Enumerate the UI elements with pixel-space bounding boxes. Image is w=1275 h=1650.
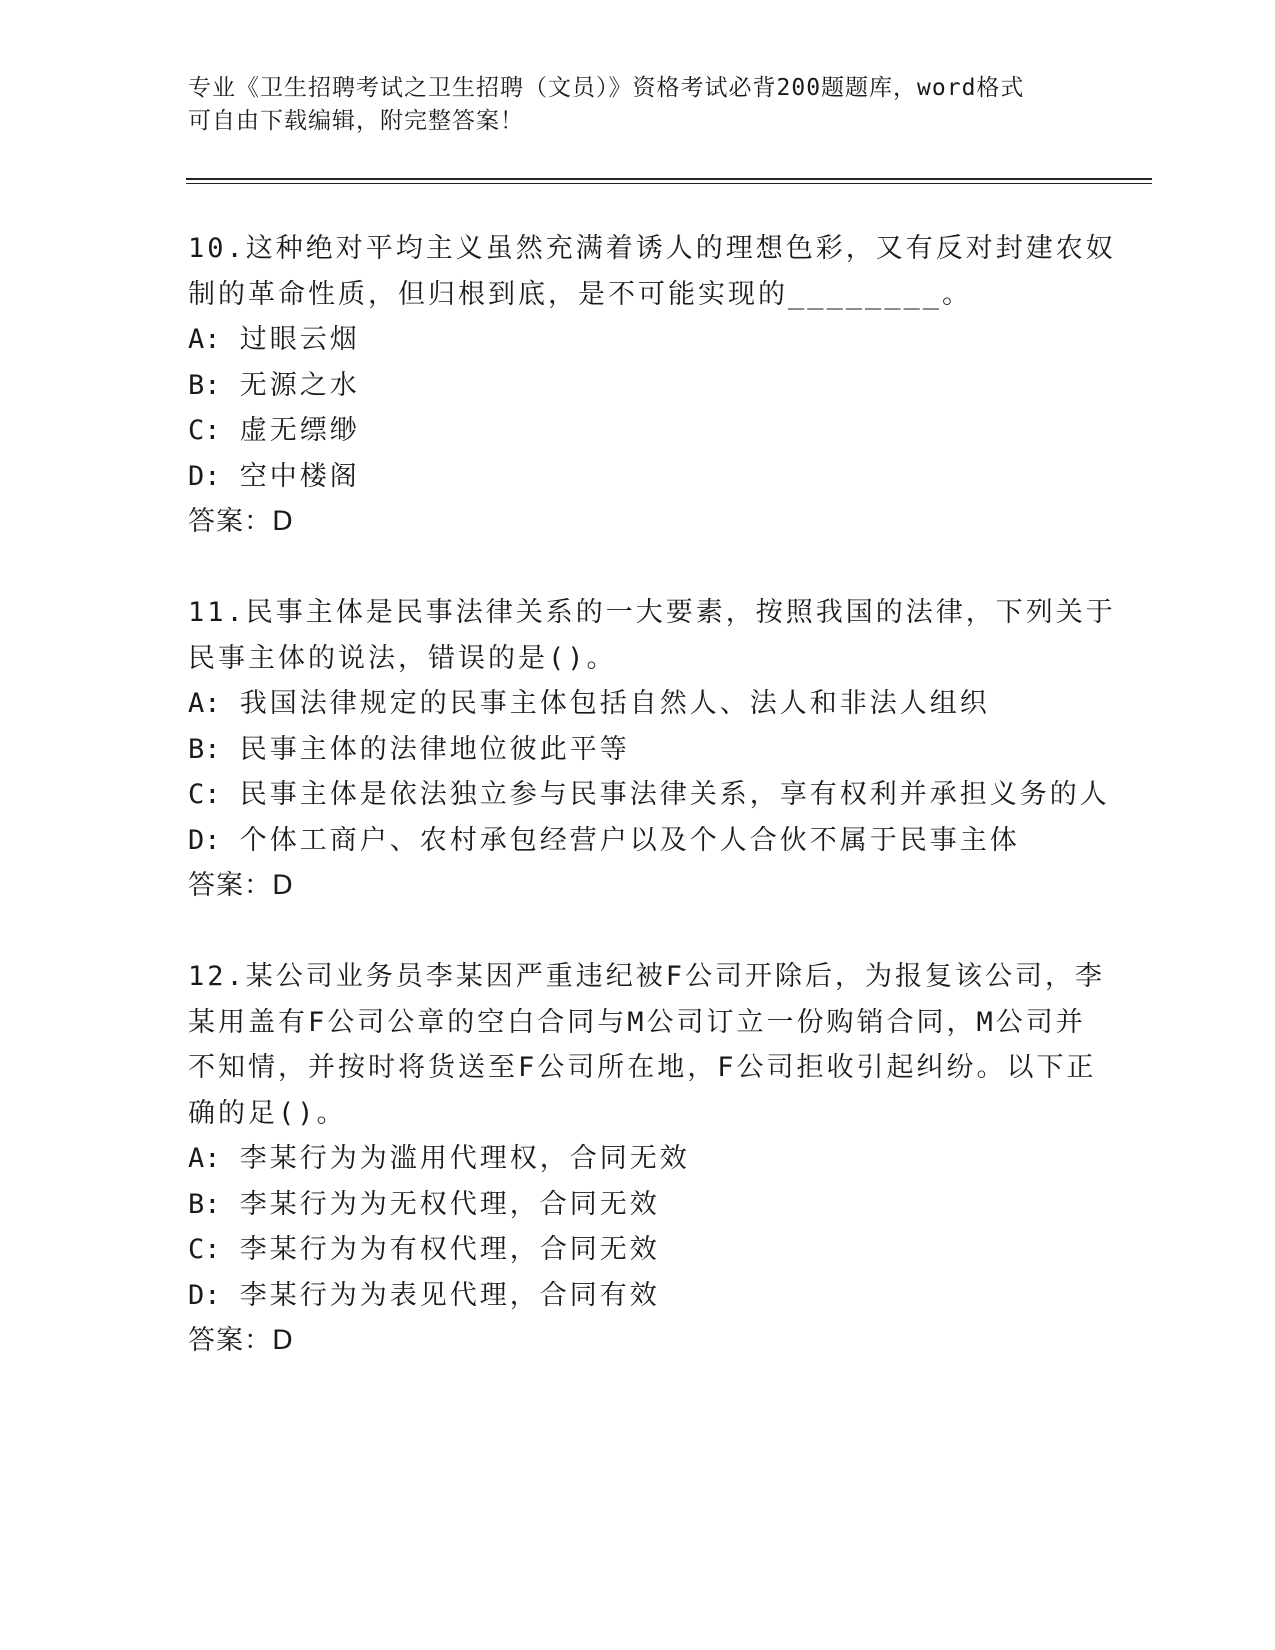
question-11 (188, 590, 1116, 909)
option-letter: A: (188, 688, 221, 719)
option-d (188, 454, 1088, 500)
option-b (188, 727, 1088, 773)
option-text: 无源之水 (239, 369, 360, 401)
header-divider-thick (186, 178, 1152, 180)
option-d (188, 1273, 1088, 1319)
option-a (188, 681, 1088, 727)
question-text-line: 某用盖有F公司公章的空白合同与M公司订立一份购销合同，M公司并 (188, 1006, 1086, 1038)
option-letter: C: (188, 1234, 221, 1265)
option-letter: D: (188, 1279, 221, 1311)
header-title-line-1: 专业《卫生招聘考试之卫生招聘（文员）》资格考试必背200题题库，word格式 (188, 75, 1025, 101)
option-text: 李某行为为有权代理，合同无效 (239, 1234, 660, 1265)
option-text: 李某行为为滥用代理权，合同无效 (239, 1143, 690, 1174)
answer-line: 答案：D (188, 1325, 294, 1356)
header-title-line-2: 可自由下载编辑，附完整答案！ (188, 108, 524, 134)
header-divider-thin (186, 183, 1152, 184)
option-text: 虚无缥缈 (239, 415, 360, 446)
question-text-line: 12.某公司业务员李某因严重违纪被F公司开除后，为报复该公司，李 (188, 961, 1106, 992)
option-text: 民事主体是依法独立参与民事法律关系，享有权利并承担义务的人 (239, 779, 1110, 810)
question-10 (188, 226, 1116, 545)
answer-line: 答案：D (188, 506, 294, 537)
option-letter: D: (188, 460, 221, 492)
option-c (188, 1227, 1088, 1273)
question-text-line: 民事主体的说法，错误的是()。 (188, 642, 617, 674)
question-text-line: 10.这种绝对平均主义虽然充满着诱人的理想色彩，又有反对封建农奴 (188, 233, 1116, 264)
option-text: 过眼云烟 (239, 324, 360, 355)
option-d (188, 818, 1088, 864)
option-letter: B: (188, 733, 221, 765)
option-letter: C: (188, 779, 221, 810)
option-letter: A: (188, 324, 221, 355)
option-letter: B: (188, 369, 221, 401)
option-text: 个体工商户、农村承包经营户以及个人合伙不属于民事主体 (239, 824, 1020, 856)
option-text: 李某行为为无权代理，合同无效 (239, 1188, 660, 1220)
answer-line: 答案：D (188, 870, 294, 901)
option-c (188, 772, 1110, 818)
option-a (188, 317, 1088, 363)
option-text: 李某行为为表见代理，合同有效 (239, 1279, 660, 1311)
option-a (188, 1136, 1088, 1182)
option-text: 空中楼阁 (239, 460, 360, 492)
option-letter: B: (188, 1188, 221, 1220)
option-text: 我国法律规定的民事主体包括自然人、法人和非法人组织 (239, 688, 990, 719)
option-b (188, 363, 1088, 409)
option-letter: D: (188, 824, 221, 856)
option-text: 民事主体的法律地位彼此平等 (239, 733, 630, 765)
question-text-line: 11.民事主体是民事法律关系的一大要素，按照我国的法律，下列关于 (188, 597, 1116, 628)
question-12 (188, 954, 1106, 1364)
document-header (188, 72, 1078, 138)
option-letter: A: (188, 1143, 221, 1174)
question-text-line: 制的革命性质，但归根到底，是不可能实现的________。 (188, 278, 973, 310)
option-b (188, 1182, 1088, 1228)
question-text-line: 确的足()。 (188, 1097, 347, 1129)
option-c (188, 408, 1088, 454)
question-text-line: 不知情，并按时将货送至F公司所在地，F公司拒收引起纠纷。以下正 (188, 1052, 1097, 1083)
option-letter: C: (188, 415, 221, 446)
